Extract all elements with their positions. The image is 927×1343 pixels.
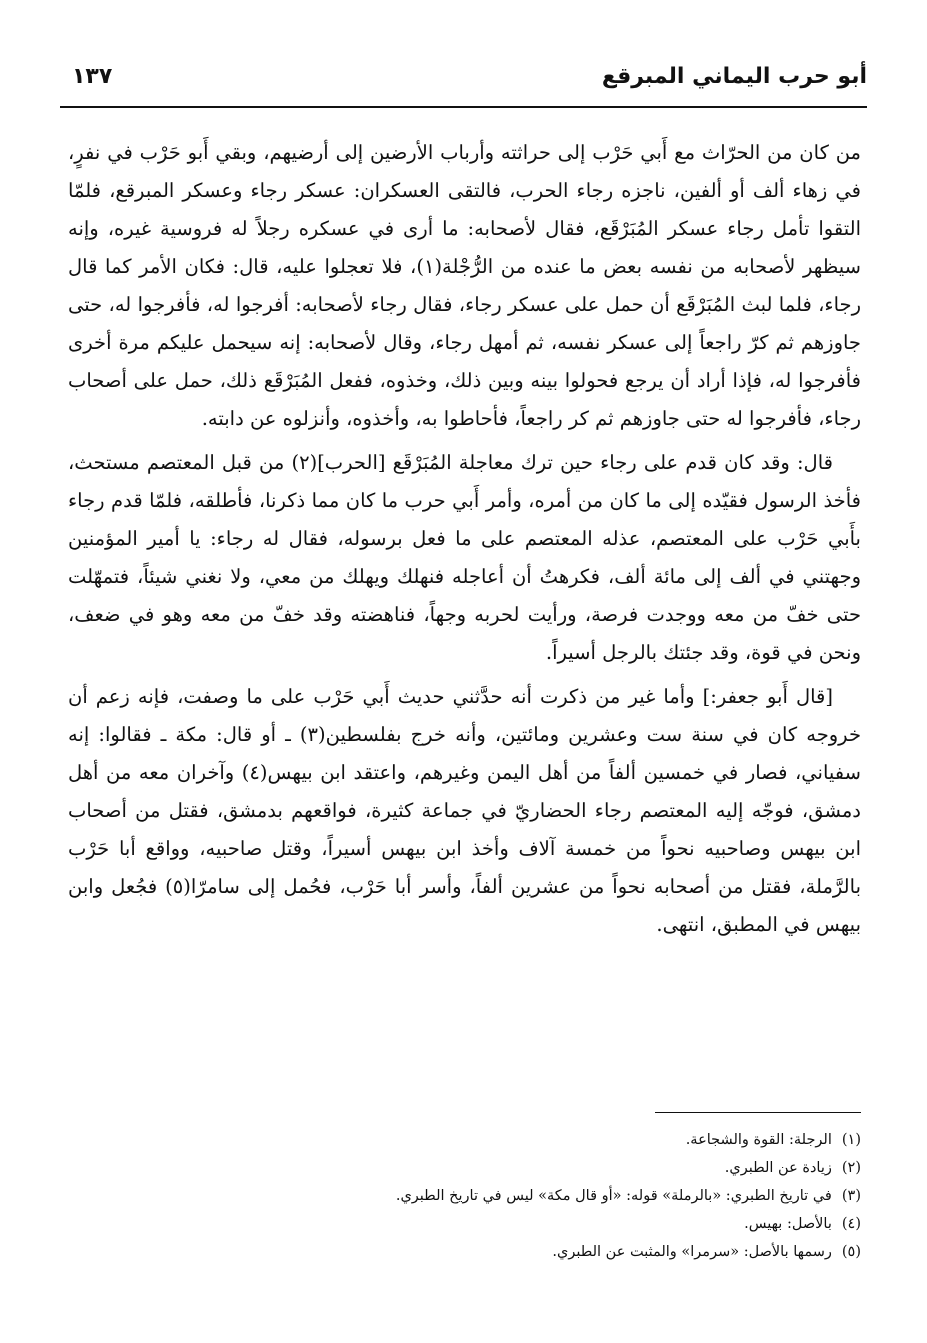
footnote-4 bbox=[68, 1210, 861, 1238]
footnote-5 bbox=[68, 1238, 861, 1266]
footnote-text: في تاريخ الطبري: «بالرملة» قوله: «أو قال مكة» ليس في تاريخ الطبري. bbox=[395, 1188, 832, 1204]
footnotes bbox=[68, 1126, 861, 1266]
page-header bbox=[60, 62, 867, 100]
footnote-number: (٥) bbox=[841, 1244, 861, 1260]
footnote-text: الرجلة: القوة والشجاعة. bbox=[685, 1132, 832, 1148]
footnote-number: (٣) bbox=[841, 1188, 861, 1204]
footnote-rule bbox=[655, 1112, 861, 1113]
page-number: ١٣٧ bbox=[72, 64, 113, 89]
footnote-number: (٤) bbox=[841, 1216, 861, 1232]
running-title: أبو حرب اليماني المبرقع bbox=[601, 64, 867, 89]
footnote-text: بالأصل: بهيس. bbox=[744, 1216, 832, 1232]
paragraph-2: قال: وقد كان قدم على رجاء حين ترك معاجلة المُبَرْقَع [الحرب](٢) من قبل المعتصم مستحث، فأخذ الرسول فقيّده إلى ما كان من أمره، وأمر أَبي حرب ما كان مما ذكرنا، فأطلقه، فلمّا قدم رجاء بأَبي حَرْب على المعتصم، عذله المعتصم على ما فعل برسوله، فقال له رجاء: يا أمير المؤمنين وجهتني في ألف إلى مائة ألف، فكرهتُ أن أعاجله فنهلك ويهلك من معي، ولا نغني شيئاً، فتمهّلت حتى خفّ من معه ووجدت فرصة، ورأيت لحربه وجهاً، فناهضته وقد خفّ من معه وهو في ضعف، ونحن في قوة، وقد جئتك بالرجل أسيراً. bbox=[68, 451, 861, 664]
header-rule bbox=[60, 106, 867, 108]
footnote-text: زيادة عن الطبري. bbox=[724, 1160, 832, 1176]
main-text bbox=[68, 134, 861, 950]
paragraph-3: [قال أَبو جعفر:] وأما غير من ذكرت أنه حدَّثني حديث أَبي حَرْب على ما وصفت، فإنه زعم أن خروجه كان في سنة ست وعشرين ومائتين، وأنه خرج بفلسطين(٣) ـ أو قال: مكة ـ فقالوا: إنه سفياني، فصار في خمسين ألفاً من أهل اليمن وغيرهم، واعتقد ابن بيهس(٤) وآخران معه من أهل دمشق، فوجّه إليه المعتصم رجاء الحضاريّ في جماعة كثيرة، فواقعهم بدمشق، فقتل من أصحاب ابن بيهس وصاحبيه نحواً من خمسة آلاف وأخذ ابن بيهس أسيراً، وقتل صاحبيه، وواقع أبا حَرْب بالرَّملة، فقتل من أصحابه نحواً من عشرين ألفاً، وأسر أبا حَرْب، فحُمل إلى سامرّا(٥) فجُعل وابن بيهس في المطبق، انتهى. bbox=[68, 685, 862, 936]
footnote-number: (٢) bbox=[841, 1160, 861, 1176]
footnote-text: رسمها بالأصل: «سرمرا» والمثبت عن الطبري. bbox=[552, 1244, 832, 1260]
paragraph-1: من كان من الحرّاث مع أَبي حَرْب إلى حراثته وأرباب الأرضين إلى أرضيهم، وبقي أَبو حَرْب في نفرٍ، في زهاء ألف أو ألفين، ناجزه رجاء الحرب، فالتقى العسكران: عسكر رجاء وعسكر المبرقع، فلمّا التقوا تأمل رجاء عسكر المُبَرْقَع، فقال لأصحابه: ما أرى في عسكره رجلاً له فروسية غيره، وإنه سيظهر لأصحابه من نفسه بعض ما عنده من الرُّجْلة(١)، فلا تعجلوا عليه، قال: فكان الأمر كما قال رجاء، فلما لبث المُبَرْقَع أن حمل على عسكر رجاء، فقال رجاء لأصحابه: أفرجوا له، فأفرجوا له، حتى جاوزهم ثم كرّ راجعاً إلى عسكر نفسه، ثم أمهل رجاء، وقال لأصحابه: إنه سيحمل عليكم مرة أخرى فأفرجوا له، فإذا أراد أن يرجع فحولوا بينه وبين ذلك، وخذوه، ففعل المُبَرْقَع ذلك، حمل على أصحاب رجاء، فأفرجوا له حتى جاوزهم ثم كر راجعاً، فأحاطوا به، وأخذوه، وأنزلوه عن دابته. bbox=[68, 141, 861, 430]
footnote-2 bbox=[68, 1154, 861, 1182]
footnote-1 bbox=[68, 1126, 861, 1154]
footnote-3 bbox=[68, 1182, 861, 1210]
footnote-number: (١) bbox=[841, 1132, 861, 1148]
